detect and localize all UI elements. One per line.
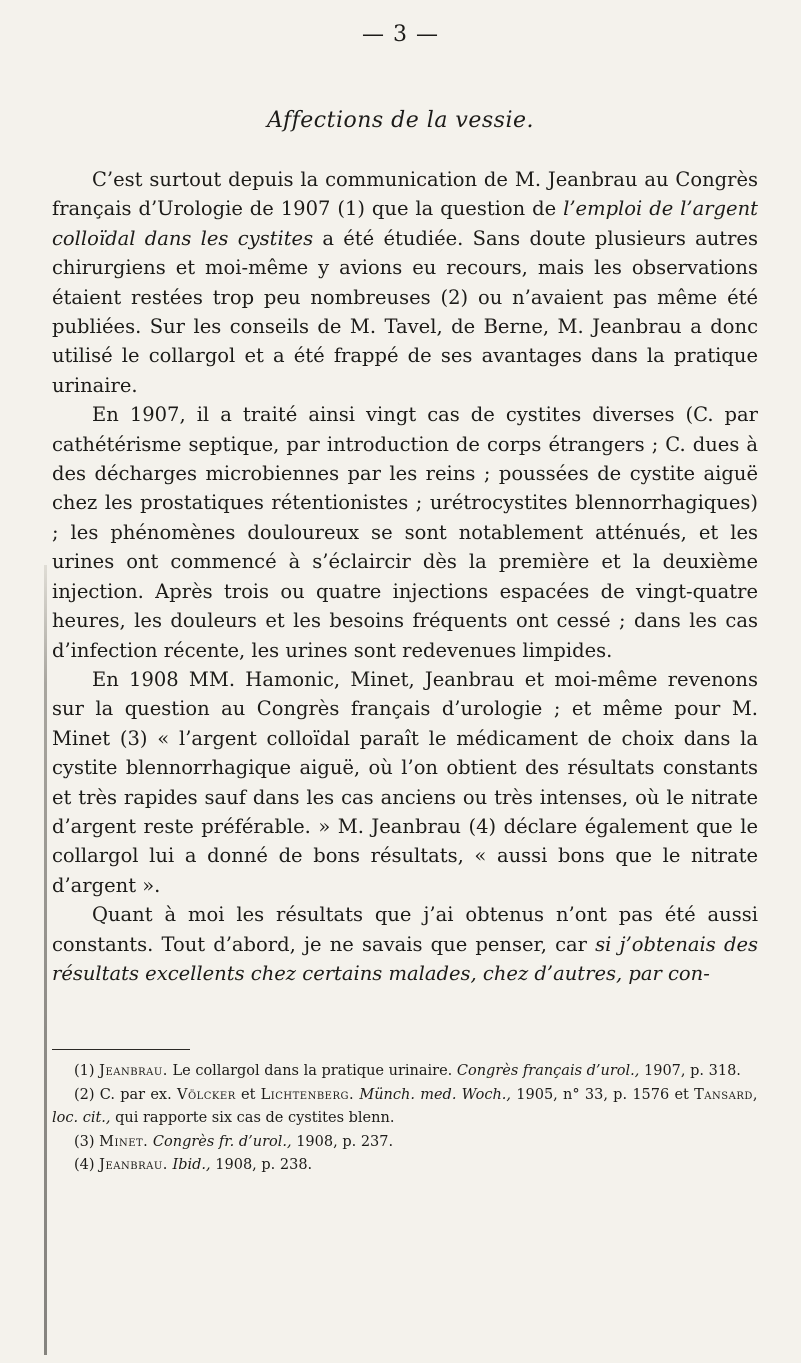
footnote-divider: [52, 1049, 190, 1050]
fn3-number: (3): [74, 1133, 95, 1150]
fn2-loc: loc. cit.,: [52, 1110, 111, 1126]
fn3-rest: 1908, p. 237.: [291, 1133, 394, 1150]
fn3-source: Congrès fr. d’urol.,: [152, 1133, 292, 1150]
fn4-source: Ibid.,: [172, 1157, 211, 1173]
fn1-source: Congrès français d’urol.,: [456, 1063, 640, 1079]
scan-margin-shadow: [44, 565, 47, 1355]
paragraph-1: [52, 165, 758, 400]
body-text: [52, 165, 758, 988]
fn4-rest: 1908, p. 238.: [210, 1157, 313, 1173]
p1-text-a: C’est surtout depuis la communication de M. Jeanbrau au Congrès français d’Urologie de 1907 (1) que la question de: [52, 168, 758, 221]
fn2-author-1: Völcker: [176, 1086, 236, 1103]
footnote-3: [52, 1131, 758, 1155]
fn2-rest-1: 1905, n° 33, p. 1576 et: [511, 1086, 695, 1103]
fn2-mid: et: [235, 1086, 261, 1103]
paragraph-3: En 1908 MM. Hamonic, Minet, Jeanbrau et moi-même revenons sur la question au Congrès français d’urologie ; et même pour M. Minet (3) « l’argent colloïdal paraît le médicament de choix dans la cystite blennorrhagique aiguë, où l’on obtient des résultats constants et très rapides sauf dans les cas anciens ou très intenses, où le nitrate d’argent reste préférable. » M. Jeanbrau (4) déclare également que le collargol lui a donné de bons résultats, « aussi bons que le nitrate d’argent ».: [52, 667, 758, 897]
fn1-rest: 1907, p. 318.: [639, 1063, 741, 1079]
fn4-author: Jeanbrau.: [99, 1157, 168, 1173]
fn2-author-2: Lichtenberg.: [260, 1086, 355, 1103]
p1-text-b: a été étudiée. Sans doute plusieurs autres chirurgiens et moi-même y avions eu recours, mais les observations étaient restées trop peu nombreuses (2) ou n’avaient pas même été publiées. Sur les conseils de M. Tavel, de Berne, M. Jeanbrau a donc utilisé le collargol et a été frappé de ses avantages dans la pratique urinaire.: [52, 226, 758, 397]
fn4-number: (4): [74, 1157, 95, 1173]
fn3-author: Minet.: [99, 1133, 149, 1150]
fn2-journal: Münch. med. Woch.,: [359, 1086, 512, 1103]
p4-emphasis: si j’obtenais des résultats excellents chez certains malades, chez d’autres, par con-: [52, 932, 758, 985]
fn2-number: (2): [74, 1086, 95, 1103]
fn1-author: Jeanbrau.: [99, 1063, 168, 1079]
paragraph-4: [52, 900, 758, 988]
footnotes: [52, 1060, 758, 1178]
p4-text-a: Quant à moi les résultats que j’ai obtenus n’ont pas été aussi constants. Tout d’abord, je ne savais que penser, car: [52, 903, 758, 956]
fn2-pre: C. par ex.: [94, 1086, 177, 1103]
section-title: Affections de la vessie.: [266, 108, 535, 133]
paragraph-2: En 1907, il a traité ainsi vingt cas de cystites diverses (C. par cathétérisme septique, par introduction de corps étrangers ; C. dues à des décharges microbiennes par les reins ; poussées de cystite aiguë chez les prostatiques rétentionistes ; urétrocystites blennorrhagiques) ; les phénomènes douloureux se sont notablement atténués, et les urines ont commencé à s’éclaircir dès la première et la deuxième injection. Après trois ou quatre injections espacées de vingt-quatre heures, les douleurs et les besoins fréquents ont cessé ; dans les cas d’infection récente, les urines sont redevenues limpides.: [52, 403, 758, 662]
page-number: — 3 —: [362, 22, 439, 47]
fn2-rest-2: qui rapporte six cas de cystites blenn.: [110, 1110, 395, 1126]
fn1-title: Le collargol dans la pratique urinaire.: [167, 1063, 457, 1079]
footnote-2: [52, 1084, 758, 1131]
fn1-number: (1): [74, 1063, 95, 1079]
footnote-4: [52, 1154, 758, 1178]
p1-emphasis: l’emploi de l’argent colloïdal dans les cystites: [52, 197, 758, 250]
fn2-author-3: Tansard,: [694, 1086, 758, 1103]
footnote-1: [52, 1060, 758, 1084]
